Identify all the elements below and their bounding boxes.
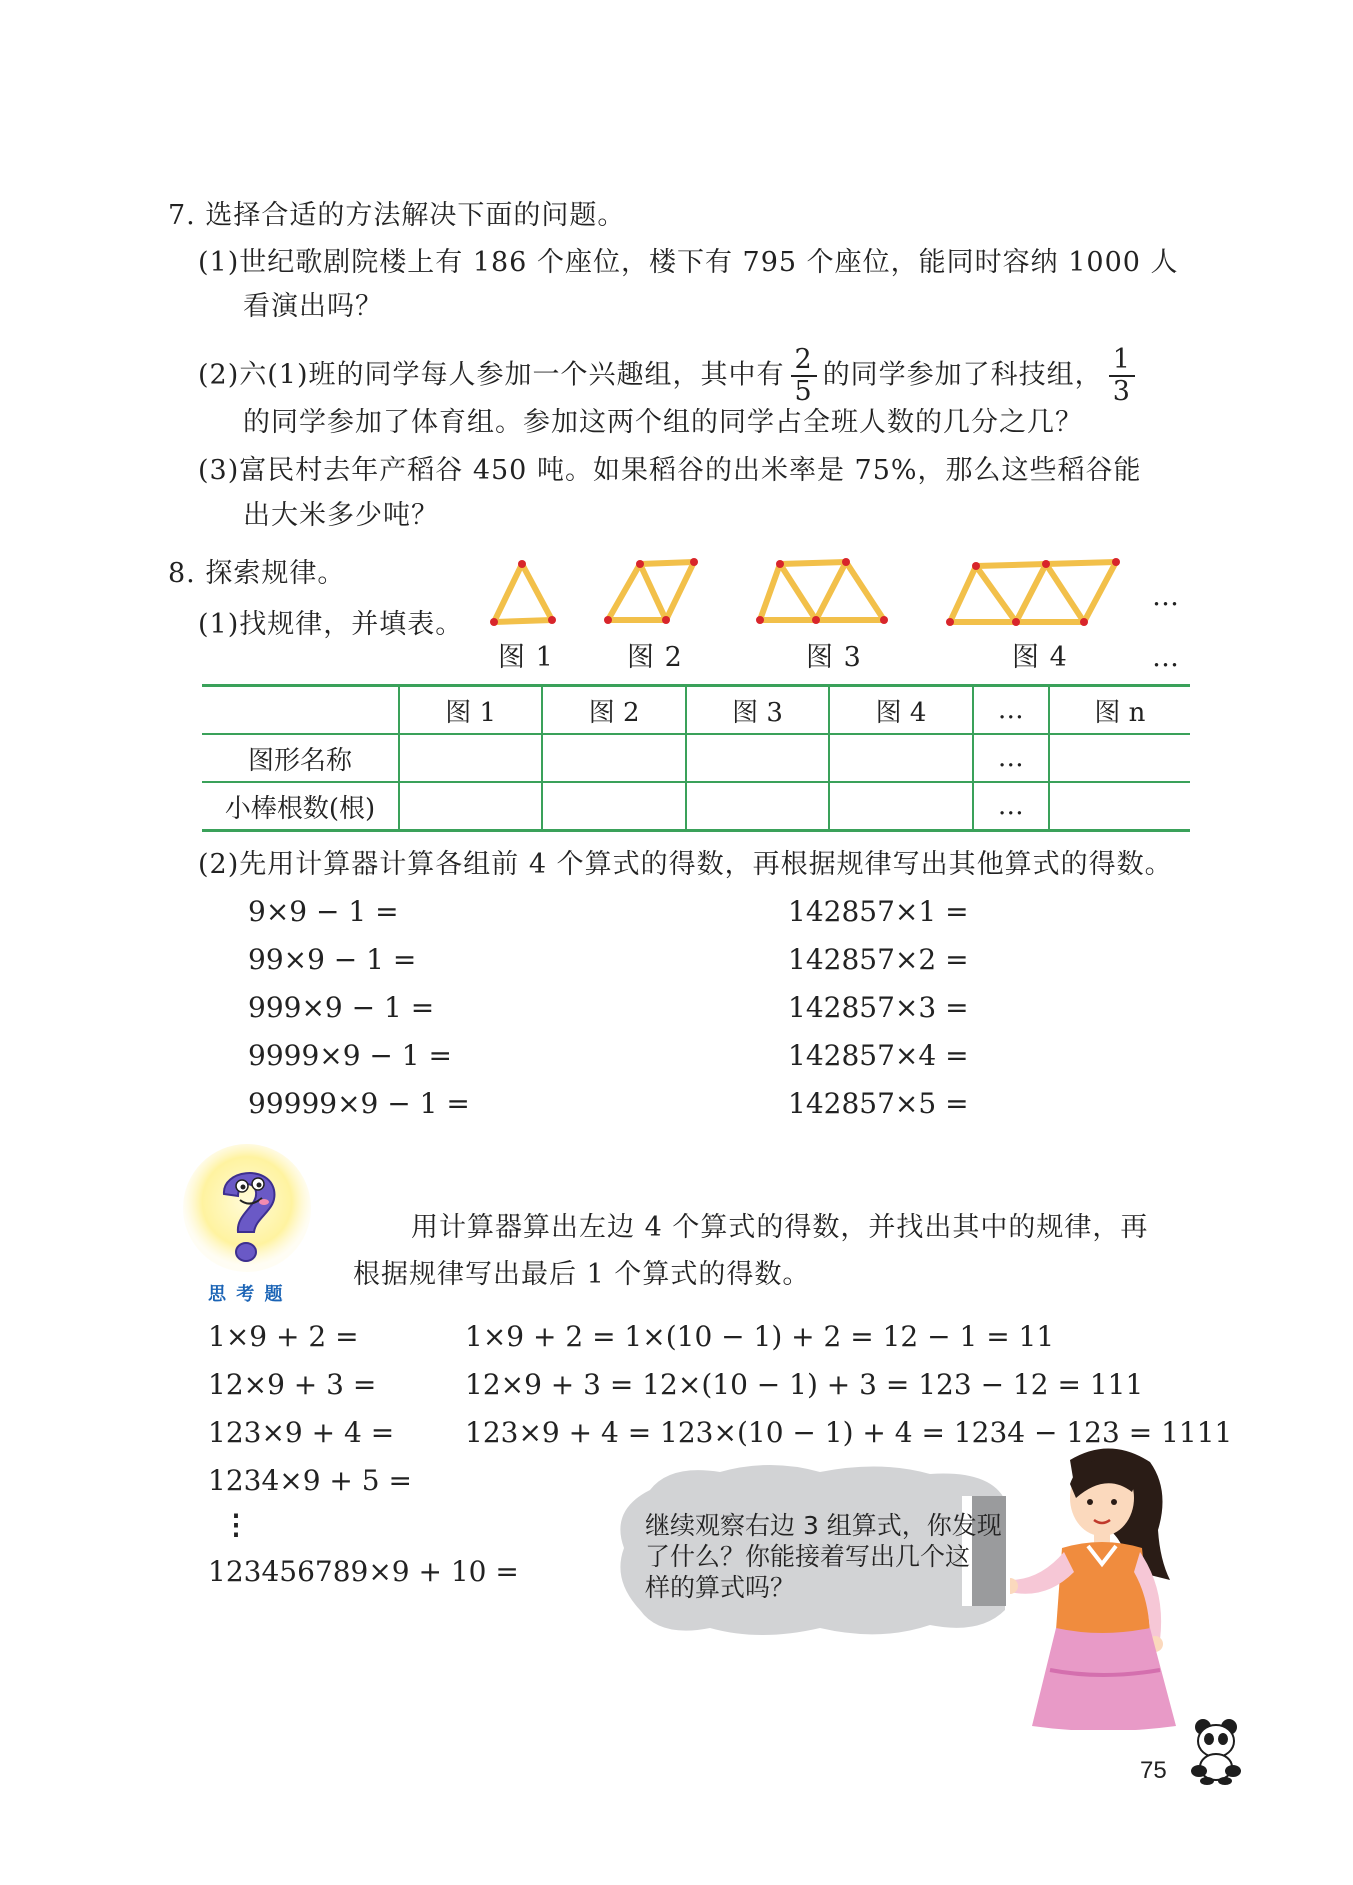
q7-p2-pre: (2)六(1)班的同学每人参加一个兴趣组，其中有	[198, 359, 785, 391]
list-item: 142857×2 =	[788, 943, 969, 976]
figure-2-parallelogram	[604, 558, 698, 624]
fraction-two-fifths	[791, 345, 817, 407]
question-mark-mascot-icon	[172, 1140, 322, 1290]
table-cell	[686, 734, 829, 782]
figure-4-parallelogram	[946, 558, 1120, 626]
pattern-table	[202, 684, 1190, 832]
table-header-cell	[202, 686, 399, 735]
q7-p2-mid: 的同学参加了科技组，	[822, 359, 1103, 391]
think-left-eq: 12×9 + 3 =	[208, 1368, 377, 1401]
table-row-label: 图形名称	[202, 734, 399, 782]
table-row	[202, 734, 1190, 782]
vertical-ellipsis: ⋮	[222, 1508, 250, 1541]
q7-p3-line1: (3)富民村去年产稻谷 450 吨。如果稻谷的出米率是 75%，那么这些稻谷能	[198, 455, 1142, 486]
table-cell: …	[973, 782, 1049, 831]
figure-1-triangle	[490, 560, 556, 626]
think-line2: 根据规律写出最后 1 个算式的得数。	[353, 1259, 811, 1290]
list-item: 999×9 − 1 =	[248, 991, 435, 1024]
q8-p1: (1)找规律，并填表。	[198, 609, 464, 640]
bubble-line: 了什么？你能接着写出几个这	[645, 1542, 971, 1571]
right-equation-list	[788, 888, 969, 1128]
figures-ellipsis-top: …	[1152, 581, 1180, 612]
figure-3-label: 图 3	[806, 642, 862, 673]
fraction-numerator: 1	[1109, 345, 1135, 377]
list-item: 142857×1 =	[788, 895, 969, 928]
fraction-one-third	[1109, 345, 1135, 407]
list-item: 9999×9 − 1 =	[248, 1039, 452, 1072]
list-item: 9×9 − 1 =	[248, 895, 399, 928]
think-right-eq: 123×9 + 4 = 123×(10 − 1) + 4 = 1234 − 123 = 1111	[465, 1416, 1233, 1449]
table-cell	[542, 782, 685, 831]
list-item: 142857×4 =	[788, 1039, 969, 1072]
think-left-eq: 1234×9 + 5 =	[208, 1464, 412, 1497]
table-header-cell: 图 4	[829, 686, 972, 735]
table-header-cell: …	[973, 686, 1049, 735]
q7-p3-line2: 出大米多少吨？	[243, 500, 439, 531]
fraction-denominator: 3	[1112, 376, 1131, 407]
think-left-eq: 123456789×9 + 10 =	[208, 1555, 519, 1588]
table-row-label: 小棒根数(根)	[202, 782, 399, 831]
q8-title: 8. 探索规律。	[168, 558, 346, 589]
think-line1: 用计算器算出左边 4 个算式的得数，并找出其中的规律，再	[411, 1212, 1149, 1243]
q7-p2-line2: 的同学参加了体育组。参加这两个组的同学占全班人数的几分之几？	[243, 407, 1083, 438]
left-equation-list	[248, 888, 470, 1128]
think-right-eq: 1×9 + 2 = 1×(10 − 1) + 2 = 12 − 1 = 11	[465, 1320, 1055, 1353]
bubble-line: 样的算式吗？	[645, 1573, 796, 1602]
bubble-line: 继续观察右边 3 组算式，你发现	[645, 1511, 1002, 1540]
table-cell	[686, 782, 829, 831]
table-header-row	[202, 686, 1190, 735]
q7-p2-line1	[198, 345, 1141, 407]
figure-2-label: 图 2	[627, 642, 683, 673]
teacher-illustration-icon	[1010, 1440, 1200, 1730]
table-cell	[399, 734, 542, 782]
figures-ellipsis-bottom: …	[1152, 642, 1180, 673]
think-left-eq: 1×9 + 2 =	[208, 1320, 359, 1353]
q8-p2: (2)先用计算器计算各组前 4 个算式的得数，再根据规律写出其他算式的得数。	[198, 849, 1173, 880]
table-header-cell: 图 1	[399, 686, 542, 735]
table-cell	[829, 782, 972, 831]
think-left-eq: 123×9 + 4 =	[208, 1416, 395, 1449]
list-item: 142857×5 =	[788, 1087, 969, 1120]
page-number: 75	[1140, 1757, 1167, 1784]
table-cell	[542, 734, 685, 782]
matchstick-figures	[480, 550, 1200, 640]
figure-1-label: 图 1	[498, 642, 554, 673]
table-header-cell: 图 2	[542, 686, 685, 735]
table-row	[202, 782, 1190, 831]
fraction-denominator: 5	[794, 376, 813, 407]
figure-3-trapezoid	[756, 558, 888, 624]
q7-p1-line2: 看演出吗？	[243, 291, 383, 322]
table-header-cell: 图 3	[686, 686, 829, 735]
list-item: 99999×9 − 1 =	[248, 1087, 470, 1120]
q7-title: 7. 选择合适的方法解决下面的问题。	[168, 200, 626, 231]
list-item: 99×9 − 1 =	[248, 943, 417, 976]
figure-4-label: 图 4	[1012, 642, 1068, 673]
list-item: 142857×3 =	[788, 991, 969, 1024]
fraction-numerator: 2	[791, 345, 817, 377]
table-cell: …	[973, 734, 1049, 782]
table-cell	[1049, 782, 1190, 831]
panda-icon	[1185, 1715, 1245, 1785]
think-right-eq: 12×9 + 3 = 12×(10 − 1) + 3 = 123 − 12 = 111	[465, 1368, 1144, 1401]
table-header-cell: 图 n	[1049, 686, 1190, 735]
table-cell	[399, 782, 542, 831]
table-cell	[829, 734, 972, 782]
table-cell	[1049, 734, 1190, 782]
q7-p1-line1: (1)世纪歌剧院楼上有 186 个座位，楼下有 795 个座位，能同时容纳 1000 人	[198, 247, 1179, 278]
think-badge-label: 思 考 题	[208, 1284, 285, 1305]
